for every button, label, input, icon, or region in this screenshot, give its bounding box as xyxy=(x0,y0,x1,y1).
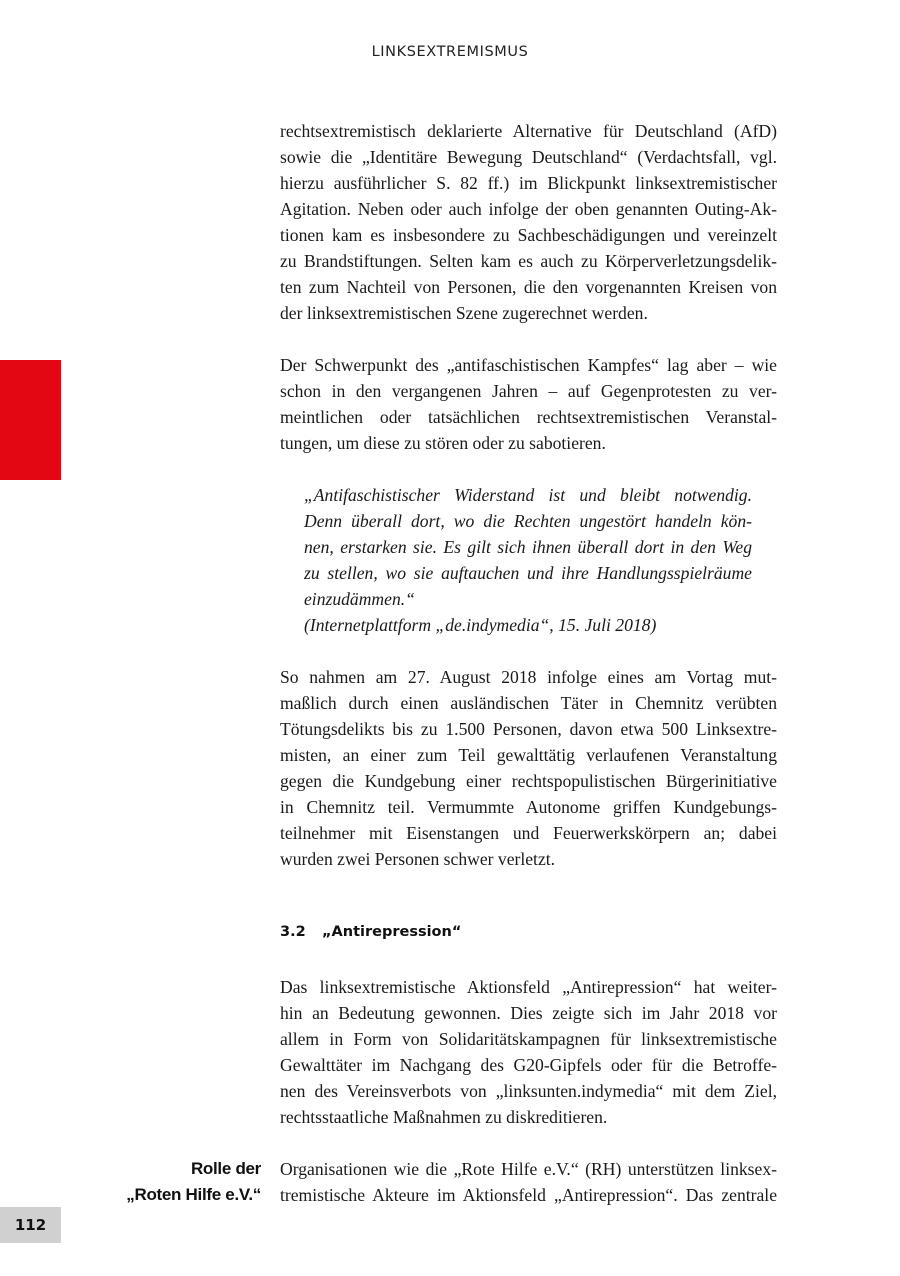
paragraph-2 xyxy=(280,352,777,456)
text-line: Der Schwerpunkt des „antifaschistischen Kampfes“ lag aber – wie xyxy=(280,355,777,375)
text-line: wurden zwei Personen schwer verletzt. xyxy=(280,849,556,869)
text-line: Das linksextremistische Aktionsfeld „Antirepression“ hat weiter- xyxy=(280,977,777,997)
text-line: tungen, um diese zu stören oder zu sabotieren. xyxy=(280,433,606,453)
quote-line: „Antifaschistischer Widerstand ist und bleibt notwendig. xyxy=(304,485,752,505)
quote-line: einzudämmen.“ xyxy=(304,589,415,609)
text-line: misten, an einer zum Teil gewalttätig verlaufenen Veranstaltung xyxy=(280,745,777,765)
page-number: 112 xyxy=(0,1207,61,1243)
text-line: tionen kam es insbesondere zu Sachbeschädigungen und vereinzelt xyxy=(280,225,777,245)
text-line: sowie die „Identitäre Bewegung Deutschland“ (Verdachtsfall, vgl. xyxy=(280,147,777,167)
text-line: meintlichen oder tatsächlichen rechtsextremistischen Veranstal- xyxy=(280,407,777,427)
text-line: schon in den vergangenen Jahren – auf Gegenprotesten zu ver- xyxy=(280,381,777,401)
section-number: 3.2 xyxy=(280,924,306,940)
text-line: der linksextremistischen Szene zugerechnet werden. xyxy=(280,303,648,323)
text-line: So nahmen am 27. August 2018 infolge eines am Vortag mut- xyxy=(280,667,777,687)
chapter-color-tab xyxy=(0,360,61,480)
section-heading xyxy=(280,924,461,940)
quote-line: nen, erstarken sie. Es gilt sich ihnen überall dort in den Weg xyxy=(304,537,752,557)
paragraph-4 xyxy=(280,974,777,1130)
text-line: gegen die Kundgebung einer rechtspopulistischen Bürgerinitiative xyxy=(280,771,777,791)
running-header: LINKSEXTREMISMUS xyxy=(371,44,529,60)
paragraph-1 xyxy=(280,118,777,326)
text-line: in Chemnitz teil. Vermummte Autonome griffen Kundgebungs- xyxy=(280,797,777,817)
margin-note xyxy=(126,1156,261,1208)
text-line: Gewalttäter im Nachgang des G20-Gipfels oder für die Betroffe- xyxy=(280,1055,777,1075)
text-line: Organisationen wie die „Rote Hilfe e.V.“ (RH) unterstützen linksex- xyxy=(280,1159,777,1179)
text-line: nen des Vereinsverbots von „linksunten.indymedia“ mit dem Ziel, xyxy=(280,1081,777,1101)
text-line: hin an Bedeutung gewonnen. Dies zeigte sich im Jahr 2018 vor xyxy=(280,1003,777,1023)
paragraph-3 xyxy=(280,664,777,872)
text-line: Tötungsdelikts bis zu 1.500 Personen, davon etwa 500 Linksextre- xyxy=(280,719,777,739)
text-line: hierzu ausführlicher S. 82 ff.) im Blickpunkt linksextremistischer xyxy=(280,173,777,193)
text-line: allem in Form von Solidaritätskampagnen für linksextremistische xyxy=(280,1029,777,1049)
text-line: maßlich durch einen ausländischen Täter in Chemnitz verübten xyxy=(280,693,777,713)
margin-note-line: „Roten Hilfe e.V.“ xyxy=(126,1185,261,1204)
paragraph-5 xyxy=(280,1156,777,1208)
text-line: ten zum Nachteil von Personen, die den vorgenannten Kreisen von xyxy=(280,277,777,297)
text-line: rechtsstaatliche Maßnahmen zu diskreditieren. xyxy=(280,1107,608,1127)
section-title: „Antirepression“ xyxy=(322,924,462,940)
quote-source: (Internetplattform „de.indymedia“, 15. Juli 2018) xyxy=(304,615,657,635)
text-line: zu Brandstiftungen. Selten kam es auch zu Körperverletzungsdelik- xyxy=(280,251,777,271)
quote-line: Denn überall dort, wo die Rechten ungestört handeln kön- xyxy=(304,511,752,531)
block-quote xyxy=(304,482,752,638)
quote-line: zu stellen, wo sie auftauchen und ihre Handlungsspielräume xyxy=(304,563,752,583)
text-line: rechtsextremistisch deklarierte Alternative für Deutschland (AfD) xyxy=(280,121,777,141)
text-line: teilnehmer mit Eisenstangen und Feuerwerkskörpern an; dabei xyxy=(280,823,777,843)
margin-note-line: Rolle der xyxy=(190,1159,261,1178)
text-line: tremistische Akteure im Aktionsfeld „Antirepression“. Das zentrale xyxy=(280,1185,777,1205)
text-line: Agitation. Neben oder auch infolge der oben genannten Outing-Ak- xyxy=(280,199,777,219)
